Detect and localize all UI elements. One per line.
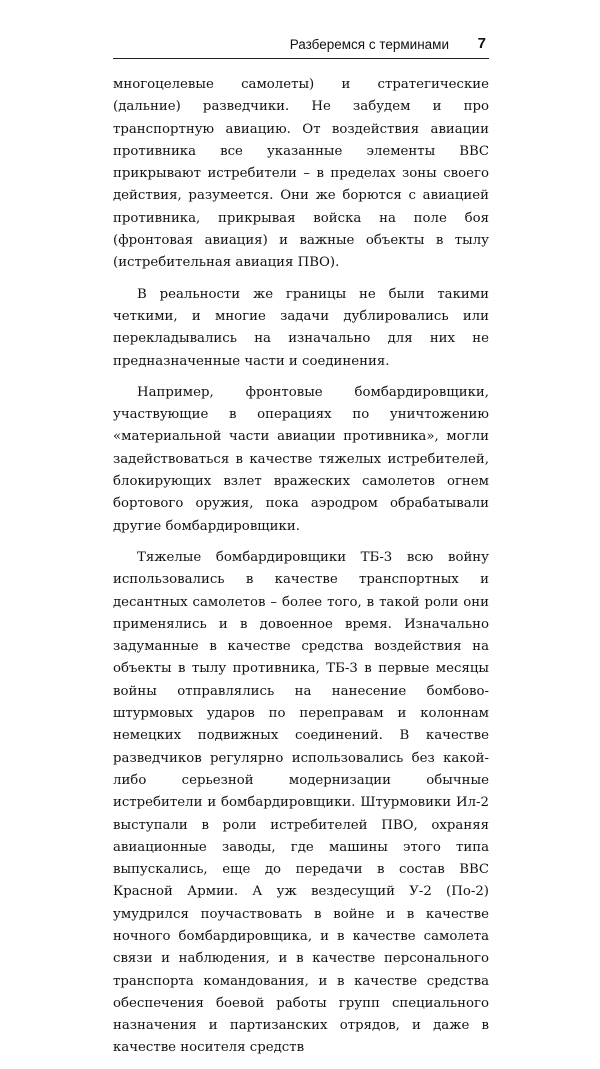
- paragraph: Например, фронтовые бомбардировщики, участвующие в операциях по уничтожению «материальной части авиации противника», могли задействоваться в качестве тяжелых истребителей, блокирующих взлет вражеских самолетов огнем бортового оружия, пока аэродром обрабатывали другие бомбардировщики.: [113, 384, 489, 534]
- page-number: 7: [477, 35, 486, 52]
- body-text: [113, 74, 489, 1069]
- paragraph-continued: многоцелевые самолеты) и стратегические (дальние) разведчики. Не забудем и про транспортную авиацию. От воздействия авиации противника все указанные элементы ВВС прикрывают истребители – в пределах зоны своего действия, разумеется. Они же борются с авиацией противника, прикрывая войска на поле боя (фронтовая авиация) и важные объекты в тылу (истребительная авиация ПВО).: [113, 77, 489, 271]
- running-header: [113, 32, 489, 59]
- paragraph: В реальности же границы не были такими четкими, и многие задачи дублировались или перекладывались на изначально для них не предназначенные части и соединения.: [113, 286, 489, 369]
- chapter-title: Разберемся с терминами: [289, 37, 449, 52]
- paragraph: Тяжелые бомбардировщики ТБ-3 всю войну использовались в качестве транспортных и десантных самолетов – более того, в такой роли они применялись и в довоенное время. Изначально задуманные в качестве средства воздействия на объекты в тылу противника, ТБ-3 в первые месяцы войны отправлялись на нанесение бомбово-штурмовых ударов по переправам и колоннам немецких подвижных соединений. В качестве разведчиков регулярно использовались без какой-либо серьезной модернизации обычные истребители и бомбардировщики. Штурмовики Ил-2 выступали в роли истребителей ПВО, охраняя авиационные заводы, где машины этого типа выпускались, еще до передачи в состав ВВС Красной Армии. А уж вездесущий У-2 (По-2) умудрился поучаствовать в войне и в качестве ночного бомбардировщика, и в качестве самолета связи и наблюдения, и в качестве персонального транспорта командования, и в качестве средства обеспечения боевой работы групп специального назначения и партизанских отрядов, и даже в качестве носителя средств: [113, 549, 489, 1056]
